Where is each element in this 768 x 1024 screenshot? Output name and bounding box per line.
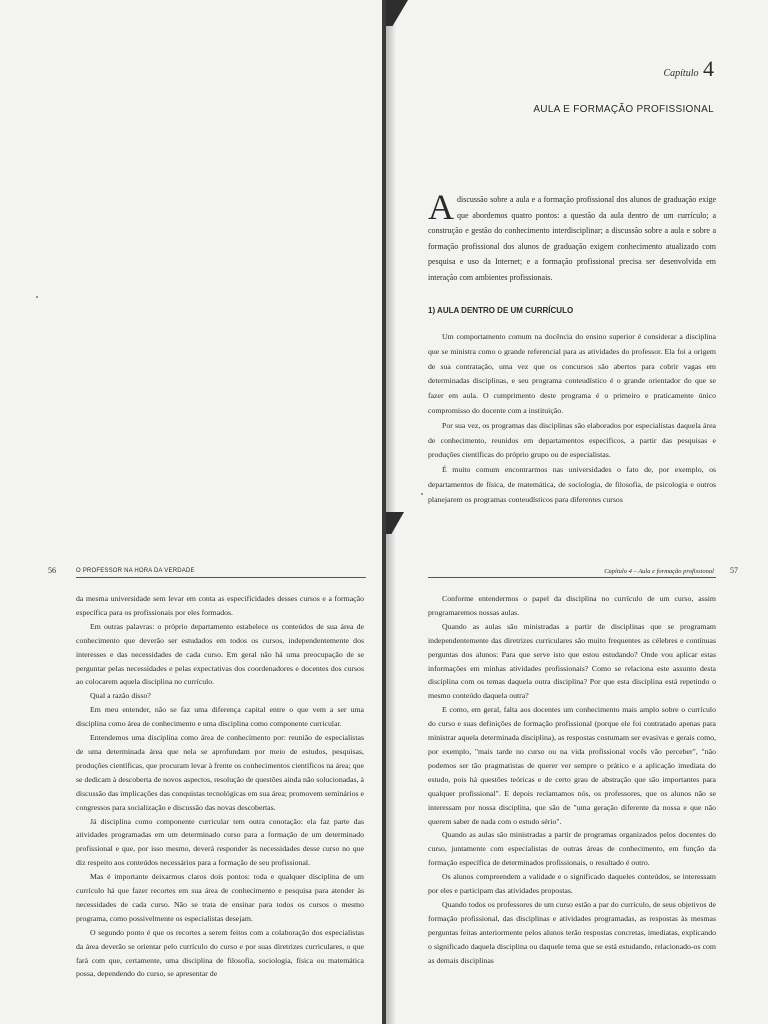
paragraph: Em outras palavras: o próprio departamento estabelece os conteúdos de sua área de conhecimento que deverão ser estudados em todos os cursos, independentemente dos interesses e das necessidades de cada curso. Em geral não há uma preocupação de se perguntar pelas necessidades e pelas expectativas dos coordenadores e docentes dos cursos ao colocarem aquela disciplina no currículo.	[76, 621, 364, 687]
paragraph: Quando as aulas são ministradas a partir de disciplinas que se programam independentemente das diretrizes curriculares são muito frequentes as célebres e contínuas perguntas dos alunos: Para que serve isto que estou estudando? Onde vou aplicar estas informações em minhas atividades profissionais? Como se relaciona este assunto desta disciplina com os temas daquela outra disciplina? Por que esta disciplina está repetindo o mesmo conteúdo daquela outra?	[428, 621, 716, 701]
running-head-left: O PROFESSOR NA HORA DA VERDADE	[76, 568, 195, 574]
page-number-right: 57	[730, 566, 738, 575]
paragraph: Mas é importante deixarmos claros dois pontos: toda e qualquer disciplina de um currículo há que fazer recortes em sua área de conhecimento e pesquisa para atender às necessidades de cada curso. Não se trata de ensinar para todos os cursos o mesmo programa, como possivelmente os especialistas desejam.	[76, 872, 364, 923]
header-rule-right	[428, 577, 716, 578]
page-57-body	[428, 592, 716, 967]
gutter-shadow	[386, 512, 396, 1024]
paragraph: O segundo ponto é que os recortes a serem feitos com a colaboração dos especialistas da área deverão se orientar pelo currículo do curso e por suas diretrizes curriculares, o que fará com que, certamente, uma disciplina de filosofia, sociologia, física ou matemática possa, dependendo do curso, se apresentar de	[76, 927, 364, 979]
chapter-number: 4	[703, 56, 714, 81]
bottom-spread	[0, 512, 768, 1024]
scan-speck	[421, 493, 423, 495]
page-56-body	[76, 592, 364, 981]
paragraph: Conforme entendermos o papel da disciplina no currículo de um curso, assim programaremos nossas aulas.	[428, 594, 716, 617]
paragraph: Quando as aulas são ministradas a partir de programas organizados pelos docentes do curso, juntamente com especialistas de outras áreas de conhecimento, em função da formação específica de determinados profissionais, o resultado é outro.	[428, 830, 716, 868]
chapter-intro	[428, 187, 716, 286]
blank-left-page	[0, 0, 382, 512]
running-head-right: Capítulo 4 – Aula e formação profissional	[604, 568, 714, 575]
paragraph: Em meu entender, não se faz uma diferença capital entre o que vem a ser uma disciplina como área de conhecimento e uma disciplina como componente curricular.	[76, 705, 364, 729]
paragraph: Já disciplina como componente curricular tem outra conotação: ela faz parte das atividades programadas em um determinado curso para a formação de um determinado profissional e que, por isso mesmo, deverá responder às necessidades desse curso no que diz respeito aos conteúdos necessários para a formação de seu profissional.	[76, 816, 364, 868]
paragraph: Entendemos uma disciplina como área de conhecimento por: reunião de especialistas de uma determinada área que nela se aprofundam por meio de estudos, pesquisas, produções científicas, que procuram levar à frente os conhecimentos científicos na área; que se dedicam à descoberta de novos aspectos, resolução de questões ainda não solucionadas, à discussão das implicações das conquistas tecnológicas em sua área; promovem seminários e congressos para socialização e discussão das novas descobertas.	[76, 733, 364, 812]
section-title: 1) AULA DENTRO DE UM CURRÍCULO	[428, 306, 574, 315]
paragraph: E como, em geral, falta aos docentes um conhecimento mais amplo sobre o currículo do curso e suas definições de formação profissional (porque ele foi contratado apenas para ministrar aquela determinada disciplina), as respostas costumam ser evasivas e gerais como, por exemplo, "mais tarde no curso ou na vida profissional vocês vão perceber", "não podemos ser tão pragmatistas de querer ver sempre o prático e a aplicação imediata do estudo, pois há questões teóricas e de certo grau de abstração que são importantes para qualquer profissional". E depois reclamamos nós, os professores, que os alunos não se interessam por nossa disciplina, que são de "uma geração diferente da nossa e que não querem saber de nada com o estudo sério".	[428, 705, 716, 826]
intro-text: discussão sobre a aula e a formação profissional dos alunos de graduação exige que abordemos quatro pontos: a questão da aula dentro de um currículo; a construção e gestão do conhecimento interdisciplinar; a discussão sobre a aula e sobre a formação profissional dos alunos de graduação exigem conhecimento atualizado com pesquisa e uso da Internet; e a formação profissional precisa ser desenvolvida em interação com ambientes profissionais.	[428, 195, 716, 282]
paragraph: Quando todos os professores de um curso estão a par do currículo, de seus objetivos de formação profissional, das disciplinas e atividades programadas, as respostas às mesmas perguntas feitas anteriormente pelos alunos terão respostas concretas, imediatas, explicando o significado daquela disciplina ou daquele tema que se está estudando, relacionado-os com as demais disciplinas	[428, 899, 716, 965]
gutter-shadow	[386, 0, 396, 512]
chapter-label	[663, 56, 714, 82]
scan-speck	[36, 296, 38, 298]
paragraph: Um comportamento comum na docência do ensino superior é considerar a disciplina que se ministra como o grande referencial para as atividades do professor. Ela foi a origem de sua contratação, uma vez que os concursos são abertos para cobrir vagas em determinadas disciplinas, e seu programa conteudístico é o grande orientador do que se fazer em aula. O cumprimento deste programa é o primeiro e praticamente único compromisso do docente com a instituição.	[428, 332, 716, 415]
paragraph: Por sua vez, os programas das disciplinas são elaborados por especialistas daquela área de conhecimento, reunidos em departamentos específicos, a partir das pesquisas e produções científicas do próprio grupo ou de especialistas.	[428, 420, 716, 460]
paragraph: da mesma universidade sem levar em conta as especificidades desses cursos e a formação específica para os profissionais por eles formados.	[76, 594, 364, 617]
paragraph: É muito comum encontrarmos nas universidades o fato de, por exemplo, os departamentos de física, de matemática, de sociologia, de filosofia, de psicologia e outros planejarem os programas conteudísticos para diferentes cursos	[428, 465, 716, 504]
page-number-left: 56	[48, 566, 56, 575]
chapter-label-word: Capítulo	[663, 68, 699, 79]
chapter-title: AULA E FORMAÇÃO PROFISSIONAL	[533, 104, 714, 115]
paragraph: Qual a razão disso?	[90, 691, 151, 701]
paragraph: Os alunos compreendem a validade e o significado daqueles conteúdos, se interessam por eles e participam das atividades propostas.	[428, 872, 716, 896]
section-body	[428, 330, 716, 508]
header-rule-left	[76, 577, 366, 578]
drop-cap: A	[428, 187, 454, 227]
